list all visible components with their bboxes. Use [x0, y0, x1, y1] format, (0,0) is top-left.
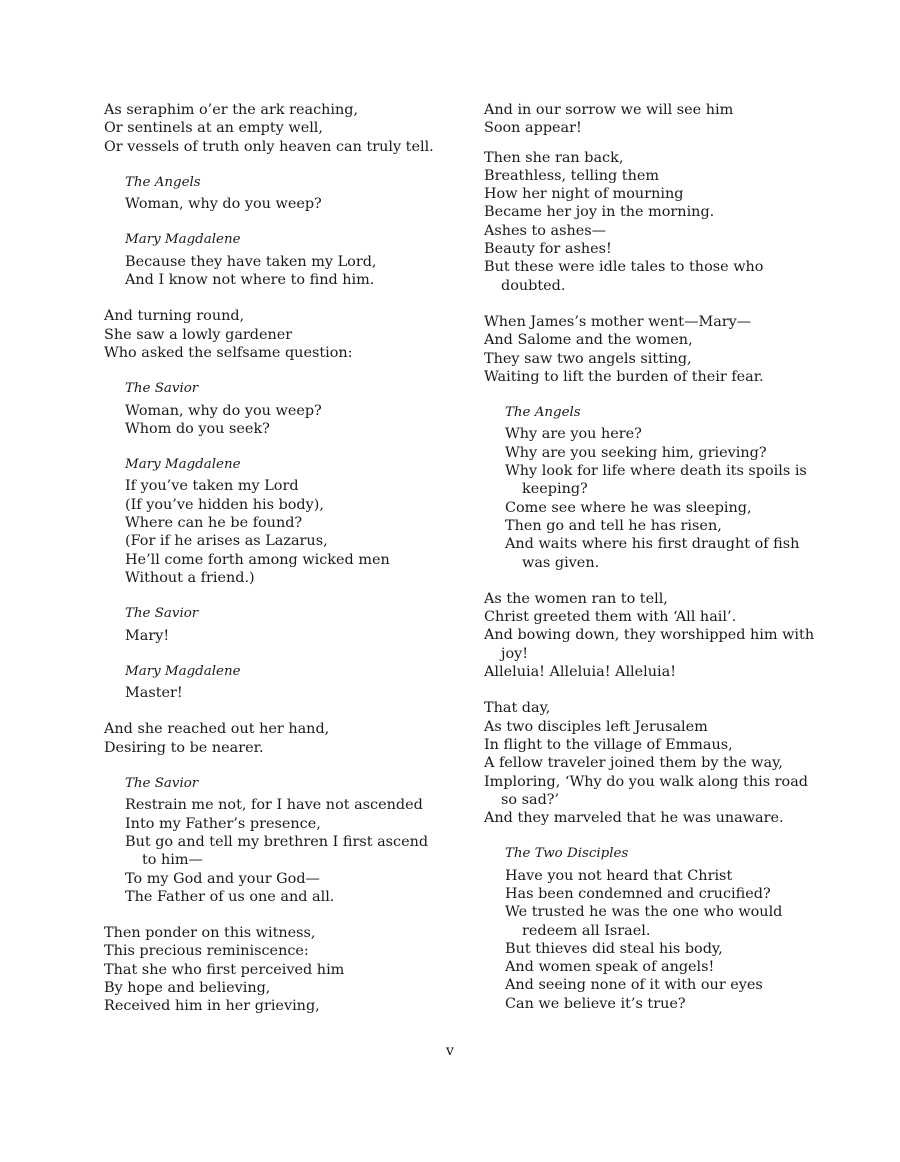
verse-line: As the women ran to tell, [484, 590, 668, 607]
stanza [104, 924, 464, 1015]
stanza [484, 149, 814, 295]
verse-line: Then go and tell he has risen, [505, 517, 722, 534]
verse-line: As seraphim o’er the ark reaching, [104, 102, 359, 118]
speaker-name: Mary Magdalene [125, 232, 241, 248]
verse-line: Then she ran back, [484, 149, 624, 166]
verse-line: Then ponder on this witness, [104, 925, 316, 942]
speaker-name: The Angels [125, 174, 201, 190]
verse-line: That day, [484, 700, 551, 717]
verse-line: Desiring to be nearer. [104, 739, 264, 756]
verse-line: And women speak of angels! [505, 959, 715, 976]
verse-line: And Salome and the women, [484, 332, 693, 349]
verse-line-continuation: joy! [501, 645, 529, 662]
verse-line: Into my Father’s presence, [125, 815, 321, 832]
stanza [484, 101, 814, 138]
verse-line: They saw two angels sitting, [484, 350, 692, 367]
verse-line: Have you not heard that Christ [505, 867, 733, 884]
verse-line: And she reached out her hand, [104, 721, 330, 738]
verse-line: But thieves did steal his body, [505, 940, 723, 957]
dialogue-block [125, 174, 464, 214]
verse-line-continuation: to him— [142, 852, 203, 869]
verse-line: That she who first perceived him [104, 961, 345, 978]
speaker-name: Mary Magdalene [125, 457, 241, 473]
stanza [484, 699, 814, 827]
verse-line: Woman, why do you weep? [125, 402, 322, 419]
verse-line: And waits where his first draught of fish [505, 536, 800, 553]
verse-line: Why are you here? [505, 426, 642, 443]
verse-line: Breathless, telling them [484, 167, 660, 184]
verse-line: Because they have taken my Lord, [125, 253, 377, 270]
verse-line: Where can he be found? [125, 515, 303, 532]
dialogue-block [125, 231, 464, 289]
verse-line: And seeing none of it with our eyes [505, 977, 763, 994]
dialogue-block [125, 775, 464, 906]
verse-line-continuation: so sad?’ [501, 791, 560, 808]
right-column [484, 101, 814, 1013]
verse-line: Why look for life where death its spoils is [505, 463, 807, 480]
verse-line: We trusted he was the one who would [505, 904, 783, 921]
speaker-name: The Two Disciples [505, 846, 629, 862]
verse-line-continuation: keeping? [522, 481, 588, 498]
verse-line: Woman, why do you weep? [125, 196, 322, 213]
speaker-name: The Savior [125, 606, 199, 622]
verse-line: The Father of us one and all. [125, 888, 335, 905]
verse-line-continuation: was given. [522, 554, 600, 571]
verse-line: How her night of mourning [484, 186, 684, 203]
verse-line: Soon appear! [484, 120, 582, 137]
verse-line: Christ greeted them with ‘All hail’. [484, 609, 737, 626]
verse-line: Come see where he was sleeping, [505, 499, 752, 516]
verse-line: Why are you seeking him, grieving? [505, 444, 767, 461]
verse-line-continuation: redeem all Israel. [522, 922, 651, 939]
verse-line: Has been condemned and crucified? [505, 885, 771, 902]
verse-line: Became her joy in the morning. [484, 204, 715, 221]
left-column [104, 101, 464, 1016]
verse-line: Waiting to lift the burden of their fear. [484, 368, 764, 385]
verse-line: And turning round, [104, 308, 245, 325]
verse-line: And in our sorrow we will see him [484, 102, 734, 118]
dialogue-block [125, 380, 464, 438]
verse-line: When James’s mother went—Mary— [484, 313, 752, 330]
verse-line: Or sentinels at an empty well, [104, 120, 323, 137]
verse-line: Beauty for ashes! [484, 241, 612, 258]
verse-line: By hope and believing, [104, 979, 271, 996]
stanza [104, 101, 464, 156]
dialogue-block [125, 456, 464, 587]
verse-line: As two disciples left Jerusalem [484, 718, 708, 735]
verse-line: She saw a lowly gardener [104, 326, 293, 343]
page-number: v [445, 1043, 455, 1059]
verse-line: Received him in her grieving, [104, 998, 320, 1015]
verse-line: And bowing down, they worshipped him with [484, 627, 815, 644]
verse-line: But these were idle tales to those who [484, 259, 764, 276]
speaker-name: The Savior [125, 381, 199, 397]
verse-line: Mary! [125, 627, 170, 644]
verse-line: Can we believe it’s true? [505, 995, 686, 1012]
stanza [484, 590, 814, 681]
verse-line: Alleluia! Alleluia! Alleluia! [484, 664, 676, 681]
dialogue-block [125, 663, 464, 703]
verse-line: He’ll come forth among wicked men [125, 551, 390, 568]
verse-line: Or vessels of truth only heaven can truly tell. [104, 138, 434, 155]
verse-line: Restrain me not, for I have not ascended [125, 797, 423, 814]
verse-line: But go and tell my brethren I first ascend [125, 833, 429, 850]
verse-line: Without a friend.) [125, 569, 255, 586]
verse-line-continuation: doubted. [501, 277, 566, 294]
stanza [104, 720, 464, 757]
dialogue-block [505, 845, 814, 1013]
verse-line: If you’ve taken my Lord [125, 478, 299, 495]
verse-line: And they marveled that he was unaware. [484, 810, 784, 827]
verse-line: Master! [125, 685, 183, 702]
verse-line: In flight to the village of Emmaus, [484, 736, 733, 753]
verse-line: And I know not where to find him. [125, 272, 375, 289]
verse-line: (If you’ve hidden his body), [125, 496, 324, 513]
verse-line: Imploring, ‘Why do you walk along this road [484, 773, 808, 790]
stanza [484, 313, 814, 386]
dialogue-block [505, 404, 814, 572]
verse-line: To my God and your God— [125, 870, 320, 887]
speaker-name: The Savior [125, 776, 199, 792]
verse-line: A fellow traveler joined them by the way, [484, 755, 783, 772]
verse-line: (For if he arises as Lazarus, [125, 533, 328, 550]
verse-line: This precious reminiscence: [104, 943, 309, 960]
verse-line: Who asked the selfsame question: [104, 344, 353, 361]
dialogue-block [125, 605, 464, 645]
verse-line: Whom do you seek? [125, 420, 270, 437]
speaker-name: Mary Magdalene [125, 663, 241, 679]
speaker-name: The Angels [505, 405, 581, 421]
stanza [104, 307, 464, 362]
verse-line: Ashes to ashes— [484, 222, 607, 239]
